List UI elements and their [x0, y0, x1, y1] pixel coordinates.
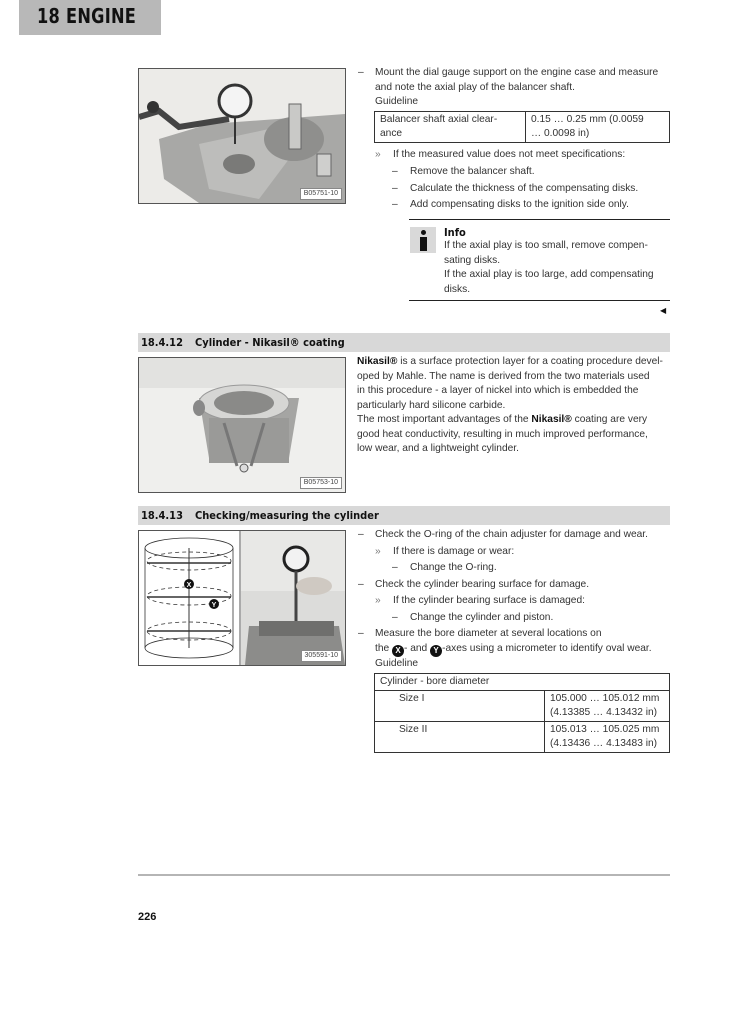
list-item: – Measure the bore diameter at several locations on the X - and Y -axes using a micrometer to identify oval wear. Guideline [358, 627, 678, 671]
axis-x-marker: X [186, 582, 192, 589]
list-item: – Check the cylinder bearing surface for damage. [358, 578, 590, 590]
footer-rule [138, 874, 670, 876]
list-item: – Calculate the thickness of the compensating disks. [392, 182, 639, 194]
section-number: 18.4.12 [141, 336, 183, 349]
table-row [375, 691, 670, 722]
nikasil-description: Nikasil® is a surface protection layer for a coating procedure devel- oped by Mahle. The name is derived from the two materials used in this procedure - a layer of nickel into which is embedded the particularly hard silicone carbide. The most important advantages of the Nikasil® coating are very good heat conductivity, resulting in much improved performance, low wear, and a lightweight cylinder. [357, 356, 663, 454]
table-header-row [375, 674, 670, 691]
chapter-title: 18 ENGINE [37, 4, 137, 28]
guideline-label: Guideline [375, 96, 419, 107]
figure-cylinder [138, 357, 346, 493]
value-cell: 105.013 … 105.025 mm (4.13436 … 4.13483 in) [545, 722, 670, 753]
section-title: Cylinder - Nikasil® coating [195, 336, 345, 349]
figure-label: B05751-10 [300, 188, 342, 200]
axis-x-badge: X [392, 645, 404, 657]
value-cell: 105.000 … 105.012 mm (4.13385 … 4.13432 in) [545, 691, 670, 722]
section-number: 18.4.13 [141, 509, 183, 522]
table-row [375, 112, 670, 143]
list-item: » If there is damage or wear: [375, 545, 515, 557]
size-cell: Size II [375, 722, 545, 753]
size-cell: Size I [375, 691, 545, 722]
list-item: – Change the O-ring. [392, 562, 497, 573]
step-text-line-1: Mount the dial gauge support on the engine case and measure [375, 67, 659, 78]
axis-y-marker: Y [211, 602, 217, 609]
figure-label: B05753-10 [300, 477, 342, 489]
info-top-rule [409, 219, 670, 220]
info-body: If the axial play is too small, remove compen- sating disks. If the axial play is too large, add compensating disks. [444, 240, 654, 295]
info-title: Info [444, 226, 466, 239]
step-text-line-2: and note the axial play of the balancer shaft. [375, 81, 575, 93]
cylinder-photo [139, 358, 345, 492]
table-header: Cylinder - bore diameter [375, 674, 670, 691]
substep-list [392, 165, 682, 215]
chapter-tab [19, 0, 161, 35]
cylinder-axis-diagram [139, 531, 345, 665]
list-item: – Add compensating disks to the ignition side only. [392, 199, 629, 210]
bore-diameter-table [374, 673, 670, 753]
section-title: Checking/measuring the cylinder [195, 509, 379, 522]
table-row [375, 722, 670, 753]
spec-value-cell: 0.15 … 0.25 mm (0.0059 … 0.0098 in) [526, 112, 670, 143]
guideline-label: Guideline [375, 657, 419, 669]
end-mark-icon: ◀ [660, 306, 667, 315]
cylinder-check-steps [358, 528, 678, 671]
figure-cylinder-measure [138, 530, 346, 666]
list-item: – Check the O-ring of the chain adjuster for damage and wear. [358, 529, 648, 540]
page-number: 226 [138, 911, 157, 923]
info-icon [410, 227, 436, 253]
list-item: – Remove the balancer shaft. [392, 166, 535, 177]
section-header-cylinder [138, 506, 670, 525]
step-mount-dial-gauge: – Mount the dial gauge support on the engine case and measure and note the axial play of the balancer shaft. Guideline [358, 66, 678, 110]
nikasil-term: Nikasil® [357, 356, 398, 367]
list-item: » If the cylinder bearing surface is damaged: [375, 595, 585, 606]
list-item: – Change the cylinder and piston. [392, 611, 554, 623]
balancer-spec-table [374, 111, 670, 143]
dial-gauge-photo [139, 69, 345, 203]
condition-measured-value: » If the measured value does not meet specifications: [375, 149, 626, 160]
section-header-nikasil [138, 333, 670, 352]
info-bottom-rule [409, 300, 670, 301]
figure-dial-gauge-balancer [138, 68, 346, 204]
axis-y-badge: Y [430, 645, 442, 657]
figure-label: 305591-10 [301, 650, 342, 662]
spec-name-cell: Balancer shaft axial clear- ance [375, 112, 526, 143]
